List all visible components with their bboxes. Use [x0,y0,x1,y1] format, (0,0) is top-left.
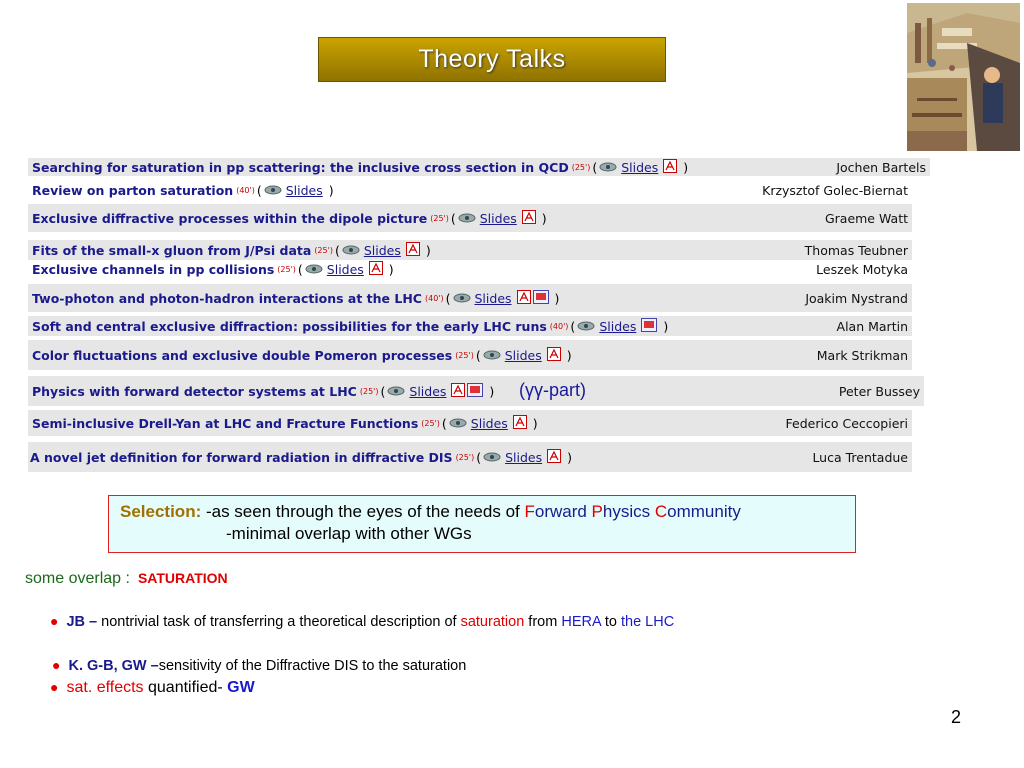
bullet-dot-icon: ● [52,657,61,673]
talk-duration: (25') [359,386,379,396]
slides-link[interactable]: Slides [363,242,401,258]
page-number: 2 [951,707,962,727]
bullet-dot-icon: ● [50,613,59,629]
talk-duration: (25') [571,162,591,172]
view-icon [483,348,501,363]
selection-line-2: -minimal overlap with other WGs [226,524,472,543]
speaker-name: Luca Trentadue [812,449,908,465]
speaker-name: Jochen Bartels [836,159,926,175]
talk-row: A novel jet definition for forward radiation in diffractive DIS (25') ( Slides ) Luca Trentadue [28,442,912,472]
speaker-name: Krzysztof Golec-Biernat [762,182,908,198]
talk-row: Semi-inclusive Drell-Yan at LHC and Fracture Functions (25') ( Slides ) Federico Ceccopieri [28,410,912,436]
talk-duration: (25') [314,245,333,255]
slides-link[interactable]: Slides [599,318,637,334]
talk-title: Exclusive diffractive processes within the dipole picture [32,210,428,226]
speaker-name: Alan Martin [836,318,908,334]
painting-thumbnail [907,3,1020,151]
gamma-gamma-note: (γγ-part) [519,380,586,400]
talk-row: Two-photon and photon-hadron interactions at the LHC (40') ( Slides ) Joakim Nystrand [28,284,912,312]
bullet-item: ● JB – nontrivial task of transferring a theoretical description of saturation from HERA to the LHC [50,613,675,630]
speaker-name: Joakim Nystrand [805,290,908,306]
speaker-name: Federico Ceccopieri [785,415,908,431]
pdf-icon[interactable] [547,347,561,364]
talk-row: Fits of the small-x gluon from J/Psi data (25') ( Slides ) Thomas Teubner [28,240,912,260]
view-icon [264,183,282,198]
talk-title: Fits of the small-x gluon from J/Psi data [32,242,312,258]
speaker-name: Mark Strikman [816,347,908,363]
overlap-heading: some overlap : SATURATION [25,570,228,587]
pdf-icon[interactable] [663,159,677,176]
talk-title: Exclusive channels in pp collisions [32,261,275,277]
selection-label: Selection: [120,502,202,521]
slides-link[interactable]: Slides [505,449,543,465]
selection-line-1: Selection: -as seen through the eyes of the needs of Forward Physics Community [120,502,741,521]
view-icon [458,211,476,226]
view-icon [305,262,323,277]
pdf-icon[interactable] [513,415,527,432]
view-icon [483,450,501,465]
ppt-icon[interactable] [467,383,483,400]
bullet-item: ● K. G-B, GW –sensitivity of the Diffractive DIS to the saturation [52,657,467,674]
talk-duration: (25') [455,350,474,360]
slides-link[interactable]: Slides [504,347,542,363]
slides-link[interactable]: Slides [409,383,447,399]
talk-duration: (25') [277,264,296,274]
speaker-name: Thomas Teubner [804,242,908,258]
talk-title: Two-photon and photon-hadron interactions at the LHC [32,290,422,306]
talk-title: Semi-inclusive Drell-Yan at LHC and Fracture Functions [32,415,419,431]
talk-duration: (40') [549,321,569,331]
slide-title-banner [318,37,666,82]
talk-title: Physics with forward detector systems at LHC [32,383,357,399]
ppt-icon[interactable] [533,290,549,307]
talk-title: Color fluctuations and exclusive double Pomeron processes [32,347,453,363]
talk-duration: (25') [421,418,440,428]
bullet-dot-icon: ● [50,679,59,695]
speaker-name: Graeme Watt [824,210,908,226]
talk-duration: (40') [236,185,255,195]
talk-row: Review on parton saturation (40') ( Slides ) Krzysztof Golec-Biernat [32,182,908,198]
slides-link[interactable]: Slides [621,159,659,175]
slides-link[interactable]: Slides [470,415,508,431]
talk-duration: (25') [455,452,475,462]
ppt-icon[interactable] [641,318,657,335]
pdf-icon[interactable] [406,242,420,259]
talk-title: A novel jet definition for forward radiation in diffractive DIS [30,449,453,465]
talk-title: Review on parton saturation [32,182,234,198]
talk-row: Soft and central exclusive diffraction: possibilities for the early LHC runs (40') ( Slides ) Alan Martin [28,316,912,336]
view-icon [342,243,360,258]
pdf-icon[interactable] [547,449,561,466]
view-icon [453,291,471,306]
talk-row: Searching for saturation in pp scattering: the inclusive cross section in QCD (25') ( Slides ) Jochen Bartels [28,158,930,176]
pdf-icon[interactable] [517,290,531,307]
slide-title: Theory Talks [418,45,566,73]
talk-title: Searching for saturation in pp scattering: the inclusive cross section in QCD [32,159,569,175]
talk-row: Exclusive channels in pp collisions (25') ( Slides ) Leszek Motyka [32,261,908,277]
view-icon [387,384,405,399]
slides-link[interactable]: Slides [285,182,323,198]
slides-link[interactable]: Slides [479,210,517,226]
pdf-icon[interactable] [369,261,383,278]
talk-row: Exclusive diffractive processes within the dipole picture (25') ( Slides ) Graeme Watt [28,204,912,232]
talk-title: Soft and central exclusive diffraction: possibilities for the early LHC runs [32,318,547,334]
talk-row: Physics with forward detector systems at LHC (25') ( Slides ) Peter Bussey [28,376,924,406]
pdf-icon[interactable] [451,383,465,400]
selection-box [108,495,856,553]
view-icon [449,416,467,431]
talk-duration: (25') [430,213,449,223]
slides-link[interactable]: Slides [326,261,364,277]
talk-row: Color fluctuations and exclusive double Pomeron processes (25') ( Slides ) Mark Strikman [28,340,912,370]
speaker-name: Leszek Motyka [816,261,908,277]
slides-link[interactable]: Slides [474,290,512,306]
view-icon [577,319,595,334]
saturation-tag: SATURATION [137,570,228,586]
bullet-item: ● sat. effects quantified- GW [50,679,255,696]
view-icon [599,160,617,175]
pdf-icon[interactable] [522,210,536,227]
talk-duration: (40') [424,293,444,303]
speaker-name: Peter Bussey [838,383,920,399]
